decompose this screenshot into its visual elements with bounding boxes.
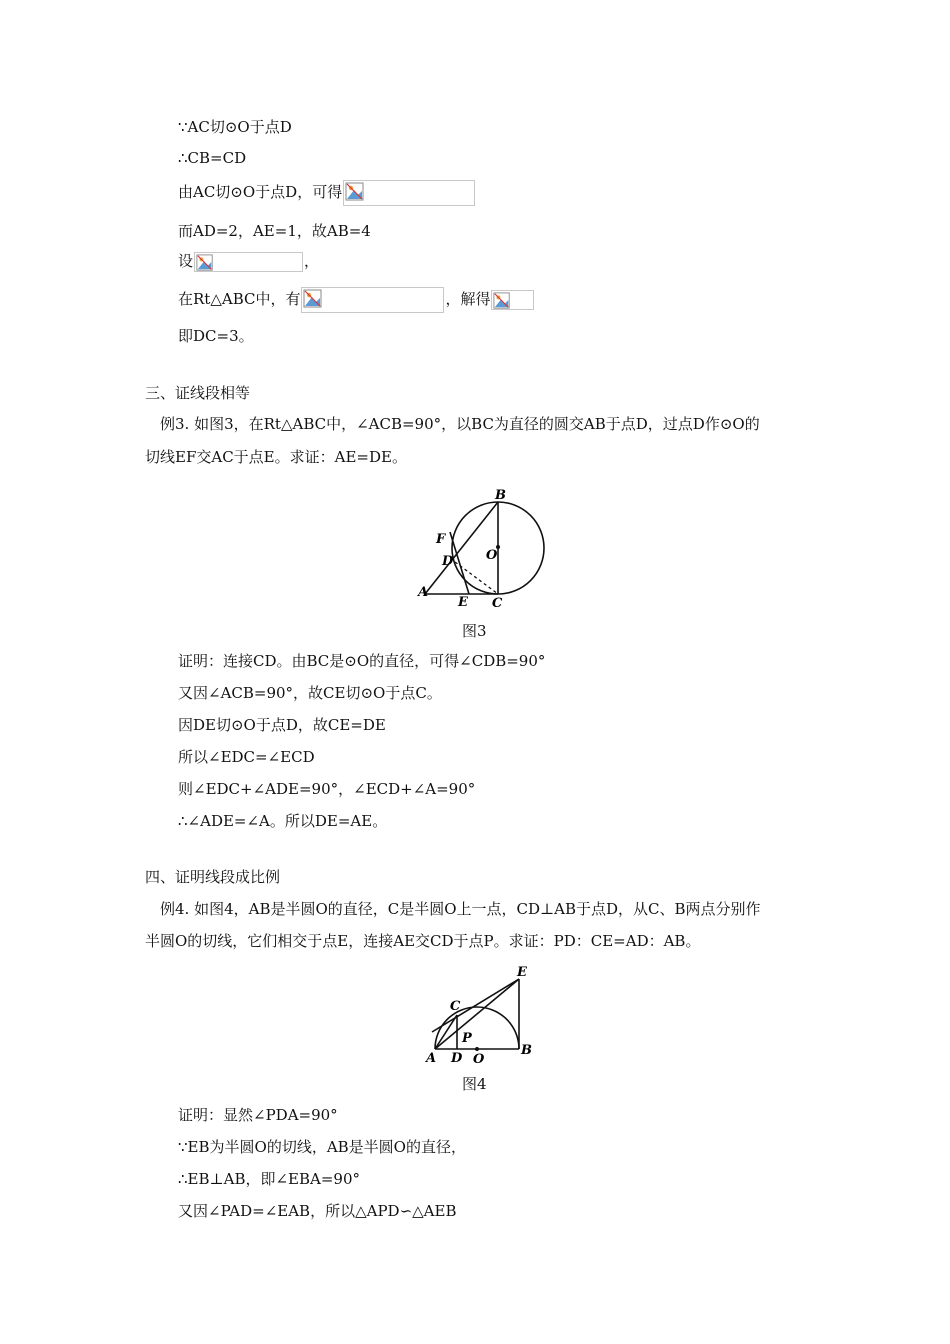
section4-heading: 四、证明线段成比例 xyxy=(145,868,281,886)
proof1-line4: 而AD=2，AE=1，故AB=4 xyxy=(178,222,371,240)
proof1-line2: ∴CB=CD xyxy=(178,149,247,167)
fig4-label-c: C xyxy=(450,999,461,1014)
section4-problem-line2: 半圆O的切线，它们相交于点E，连接AE交CD于点P。求证：PD：CE=AD：AB。 xyxy=(145,932,701,950)
section3-problem-line2: 切线EF交AC于点E。求证：AE=DE。 xyxy=(145,448,407,466)
section4-problem-line1: 例4. 如图4，AB是半圆O的直径，C是半圆O上一点，CD⊥AB于点D，从C、B两点分别作 xyxy=(160,900,761,918)
fig3-label-c: C xyxy=(492,596,503,611)
section3-problem-line1: 例3. 如图3，在Rt△ABC中，∠ACB=90°，以BC为直径的圆交AB于点D，过点D作⊙O的 xyxy=(160,415,760,433)
fig3-label-f: F xyxy=(436,532,446,547)
fig4-label-b: B xyxy=(521,1043,532,1058)
broken-image-icon xyxy=(303,289,323,309)
fig4-label-o: O xyxy=(473,1052,485,1065)
proof1-line6-pre: 在Rt△ABC中，有 xyxy=(178,290,301,308)
section3-proof-line4: 所以∠EDC=∠ECD xyxy=(178,748,315,766)
figure-3-caption: 图3 xyxy=(462,622,487,640)
broken-image-icon xyxy=(196,254,214,272)
fig4-center-dot xyxy=(475,1047,479,1051)
fig4-label-p: P xyxy=(462,1031,472,1046)
proof1-line6-mid: ，解得 xyxy=(445,290,491,308)
section3-proof-line6: ∴∠ADE=∠A。所以DE=AE。 xyxy=(178,812,388,830)
proof1-line5-post: ， xyxy=(304,252,320,270)
section3-proof-line5: 则∠EDC+∠ADE=90°，∠ECD+∠A=90° xyxy=(178,780,476,798)
proof1-line5-pre: 设 xyxy=(178,252,194,270)
fig4-tangent-ce xyxy=(432,979,519,1032)
proof1-line1: ∵AC切⊙O于点D xyxy=(178,118,292,136)
fig3-label-a: A xyxy=(418,585,429,600)
fig4-label-e: E xyxy=(517,965,527,980)
broken-image-icon xyxy=(345,182,365,202)
broken-image-let xyxy=(194,252,303,272)
section3-proof-line1: 证明：连接CD。由BC是⊙O的直径，可得∠CDB=90° xyxy=(178,652,546,670)
proof1-line7: 即DC=3。 xyxy=(178,327,254,345)
section4-proof-line2: ∵EB为半圆O的切线，AB是半圆O的直径， xyxy=(178,1138,466,1156)
proof1-line3 xyxy=(178,180,476,206)
fig4-label-a: A xyxy=(426,1051,437,1065)
fig4-label-d: D xyxy=(451,1051,463,1065)
section3-heading: 三、证线段相等 xyxy=(145,384,251,402)
fig3-label-d: D xyxy=(442,554,454,569)
section3-proof-line2: 又因∠ACB=90°，故CE切⊙O于点C。 xyxy=(178,684,442,702)
broken-image-formula xyxy=(343,180,475,206)
proof1-line6 xyxy=(178,287,535,313)
figure-4-caption: 图4 xyxy=(462,1075,487,1093)
figure-4 xyxy=(420,965,535,1065)
fig3-label-b: B xyxy=(495,488,506,503)
fig3-label-e: E xyxy=(458,595,468,610)
broken-image-icon xyxy=(493,292,511,310)
proof1-line5 xyxy=(178,250,319,272)
fig4-line-ae xyxy=(435,979,519,1049)
fig3-label-o: O xyxy=(486,548,498,563)
figure-3 xyxy=(410,485,555,612)
broken-image-equation xyxy=(301,287,444,313)
section4-proof-line1: 证明：显然∠PDA=90° xyxy=(178,1106,338,1124)
section3-proof-line3: 因DE切⊙O于点D，故CE=DE xyxy=(178,716,386,734)
broken-image-solution xyxy=(491,290,534,310)
proof1-line3-text: 由AC切⊙O于点D，可得 xyxy=(178,183,343,201)
section4-proof-line3: ∴EB⊥AB，即∠EBA=90° xyxy=(178,1170,361,1188)
section4-proof-line4: 又因∠PAD=∠EAB，所以△APD∽△AEB xyxy=(178,1202,457,1220)
